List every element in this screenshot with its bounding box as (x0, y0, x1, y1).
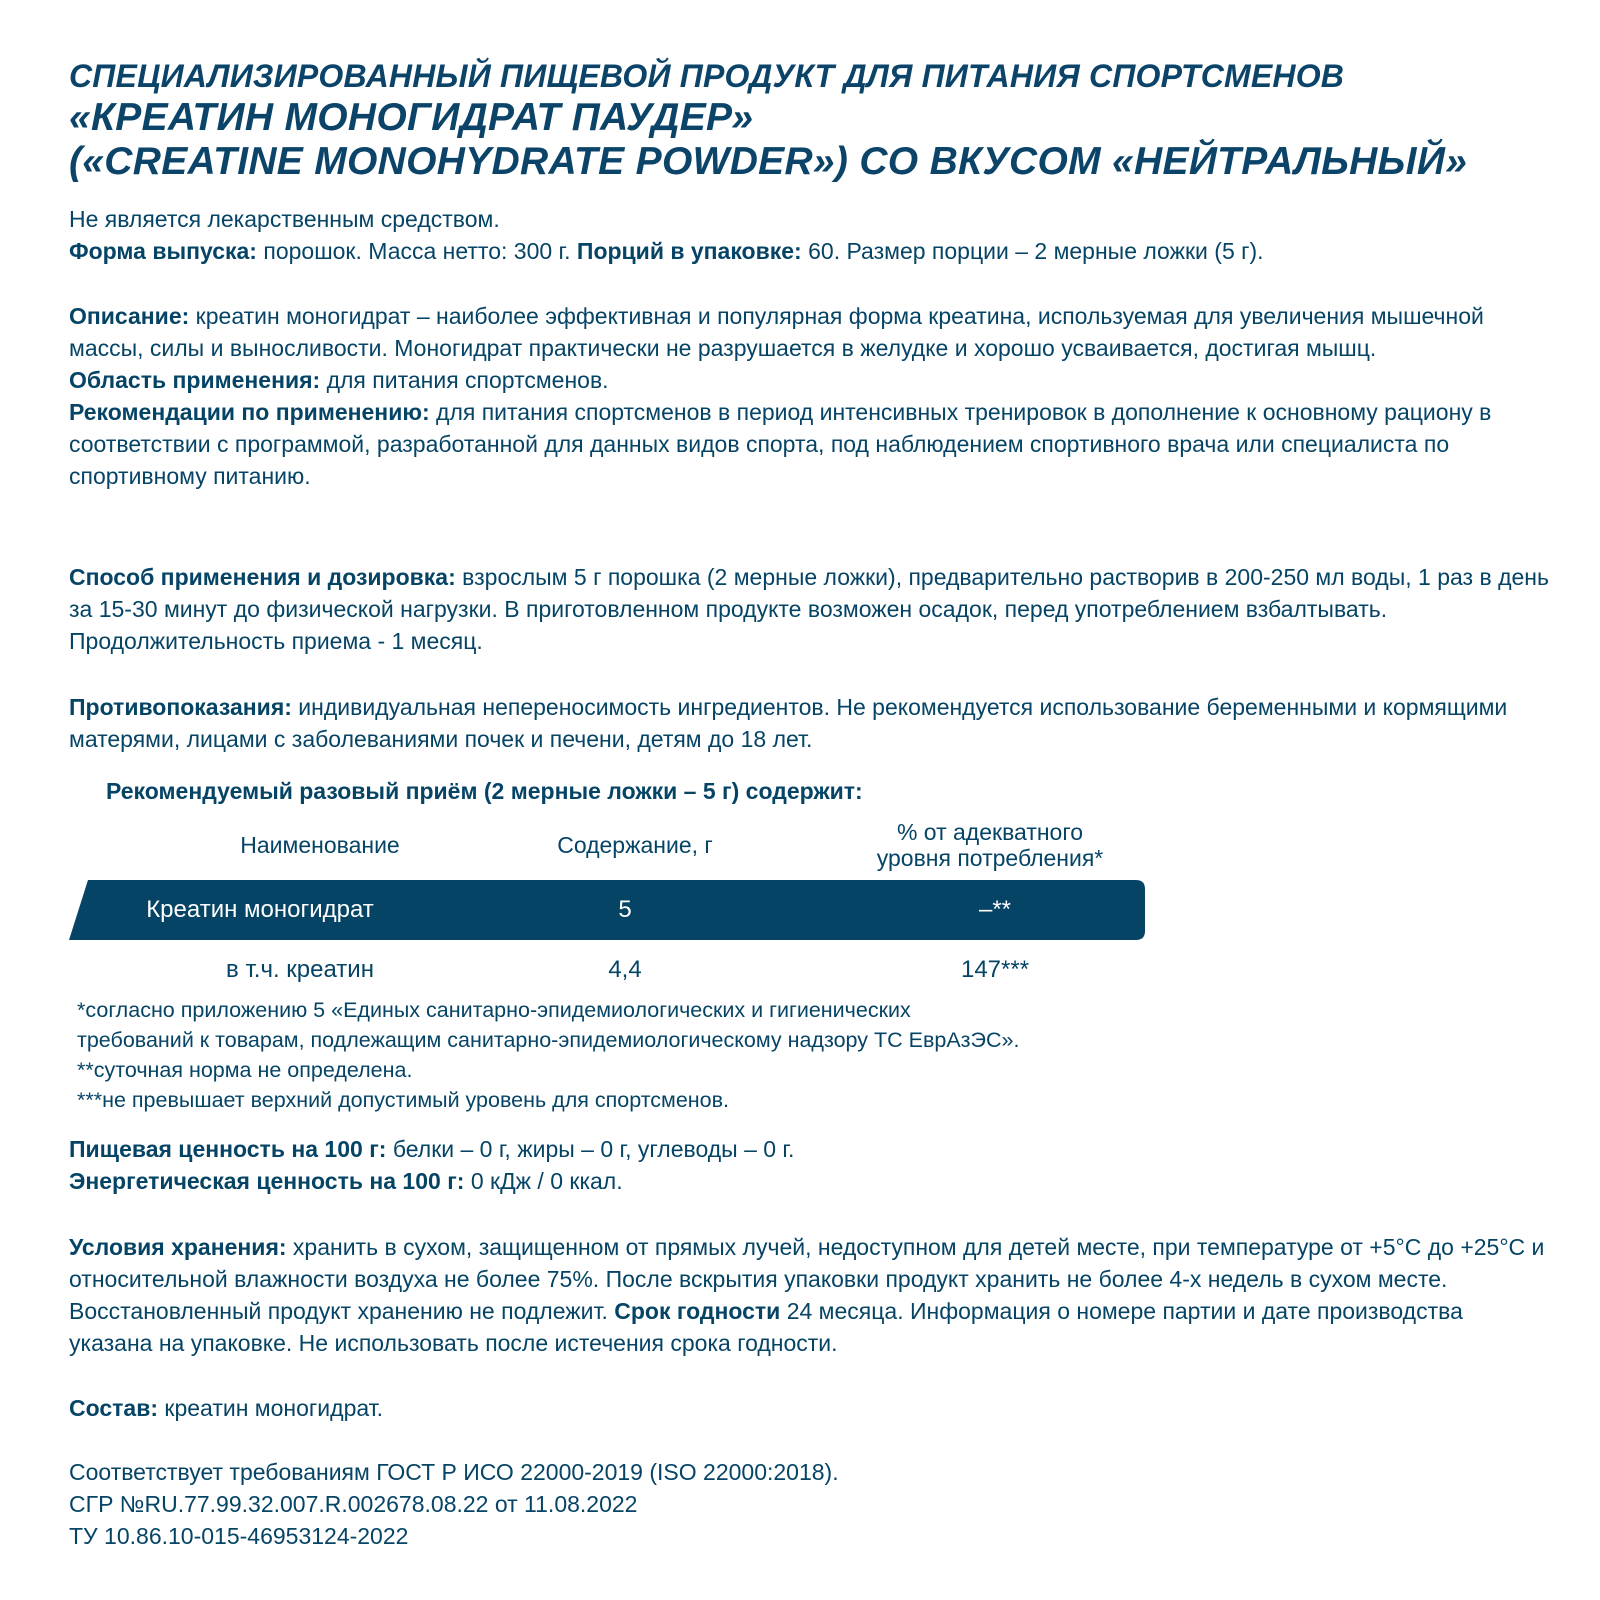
description-block (69, 300, 1549, 492)
contraindications-label: Противопоказания: (69, 694, 292, 720)
dosage-label: Способ применения и дозировка: (69, 564, 456, 590)
header-name: Наименование (240, 832, 400, 858)
recommendations-label: Рекомендации по применению: (69, 399, 430, 425)
application-area-text: для питания спортсменов. (320, 367, 609, 393)
footnote-3: ***не превышает верхний допустимый уровень для спортсменов. (77, 1088, 730, 1112)
energy-label: Энергетическая ценность на 100 г: (69, 1168, 465, 1194)
header-percent (820, 819, 1160, 871)
header-percent-line1: % от адекватного (896, 819, 1084, 845)
nutrition-block (69, 1133, 1549, 1197)
composition-label: Состав: (69, 1395, 159, 1421)
row2-name: в т.ч. креатин (226, 956, 374, 983)
storage-text: хранить в сухом, защищенном от прямых лучей, недоступном для детей месте, при температуре от +5°С до +25°С и относительной влажности воздуха не более 75%. После вскрытия упаковки продукт хранить не более 4-х недель в сухом месте. Восстановленный продукт хранению не подлежит. (69, 1234, 1545, 1324)
storage-block (69, 1231, 1549, 1359)
table-row-highlighted (0, 880, 1145, 940)
regulatory-footer (69, 1456, 1549, 1552)
storage-label: Условия хранения: (69, 1234, 287, 1260)
description-text: креатин моногидрат – наиболее эффективная и популярная форма креатина, используемая для увеличения мышечной массы, силы и выносливости. Моногидрат практически не разрушается в желудке и хорошо усваивается, достигая мышц. (69, 303, 1484, 361)
description-label: Описание: (69, 303, 190, 329)
product-title (69, 56, 1569, 184)
row1-content: 5 (618, 896, 632, 923)
row1-name: Креатин моногидрат (146, 896, 374, 923)
not-medicine-note: Не является лекарственным средством. (69, 206, 500, 232)
form-label: Форма выпуска: (69, 238, 257, 264)
title-line-3: («CREATINE MONOHYDRATE POWDER») СО ВКУСОМ «НЕЙТРАЛЬНЫЙ» (69, 140, 1468, 183)
sgr-line: СГР №RU.77.99.32.007.R.002678.08.22 от 11.08.2022 (69, 1491, 638, 1517)
dosage-block (69, 561, 1549, 657)
gost-line: Соответствует требованиям ГОСТ Р ИСО 22000-2019 (ISO 22000:2018). (69, 1459, 839, 1485)
portions-value: 60. Размер порции – 2 мерные ложки (5 г). (801, 238, 1264, 264)
footnote-1a: *согласно приложению 5 «Единых санитарно-эпидемиологических и гигиенических (77, 998, 911, 1022)
header-content: Содержание, г (557, 832, 713, 858)
shelf-life-text: 24 месяца. Информация о номере партии и дате производства указана на упаковке. Не использовать после истечения срока годности. (69, 1298, 1463, 1356)
tu-line: ТУ 10.86.10-015-46953124-2022 (69, 1523, 409, 1549)
title-line-2: «КРЕАТИН МОНОГИДРАТ ПАУДЕР» (69, 96, 754, 139)
application-area-label: Область применения: (69, 367, 321, 393)
title-line-1: СПЕЦИАЛИЗИРОВАННЫЙ ПИЩЕВОЙ ПРОДУКТ ДЛЯ ПИТАНИЯ СПОРТСМЕНОВ (69, 58, 1345, 94)
contraindications-text: индивидуальная непереносимость ингредиентов. Не рекомендуется использование беременными и кормящими матерями, лицами с заболеваниями почек и печени, детям до 18 лет. (69, 694, 1508, 752)
form-value: порошок. Масса нетто: 300 г. (256, 238, 577, 264)
nutrition-text: белки – 0 г, жиры – 0 г, углеводы – 0 г. (386, 1136, 795, 1162)
contraindications-block (69, 691, 1549, 755)
intro-block (69, 203, 1549, 267)
shelf-life-label: Срок годности (614, 1298, 781, 1324)
portions-label: Порций в упаковке: (576, 238, 802, 264)
row2-percent: 147*** (960, 956, 1030, 983)
dosage-text: взрослым 5 г порошка (2 мерные ложки), предварительно растворив в 200-250 мл воды, 1 раз в день за 15-30 минут до физической нагрузки. В приготовленном продукте возможен осадок, перед употреблением взбалтывать. Продолжительность приема - 1 месяц. (69, 564, 1549, 654)
table-caption: Рекомендуемый разовый приём (2 мерные ложки – 5 г) содержит: (106, 778, 863, 804)
header-percent-line2: уровня потребления* (876, 845, 1104, 871)
footnote-1b: требований к товарам, подлежащим санитарно-эпидемиологическому надзору ТС ЕврАзЭС». (77, 1028, 1020, 1052)
nutrition-label: Пищевая ценность на 100 г: (69, 1136, 387, 1162)
energy-text: 0 кДж / 0 ккал. (464, 1168, 623, 1194)
row2-content: 4,4 (608, 956, 642, 983)
recommendations-text: для питания спортсменов в период интенсивных тренировок в дополнение к основному рациону в соответствии с программой, разработанной для данных видов спорта, под наблюдением спортивного врача или специалиста по спортивному питанию. (69, 399, 1492, 489)
composition-text: креатин моногидрат. (158, 1395, 384, 1421)
composition-block (69, 1392, 1549, 1424)
table-footnotes (77, 995, 1177, 1115)
row1-percent: –** (978, 896, 1012, 923)
footnote-2: **суточная норма не определена. (77, 1058, 413, 1082)
